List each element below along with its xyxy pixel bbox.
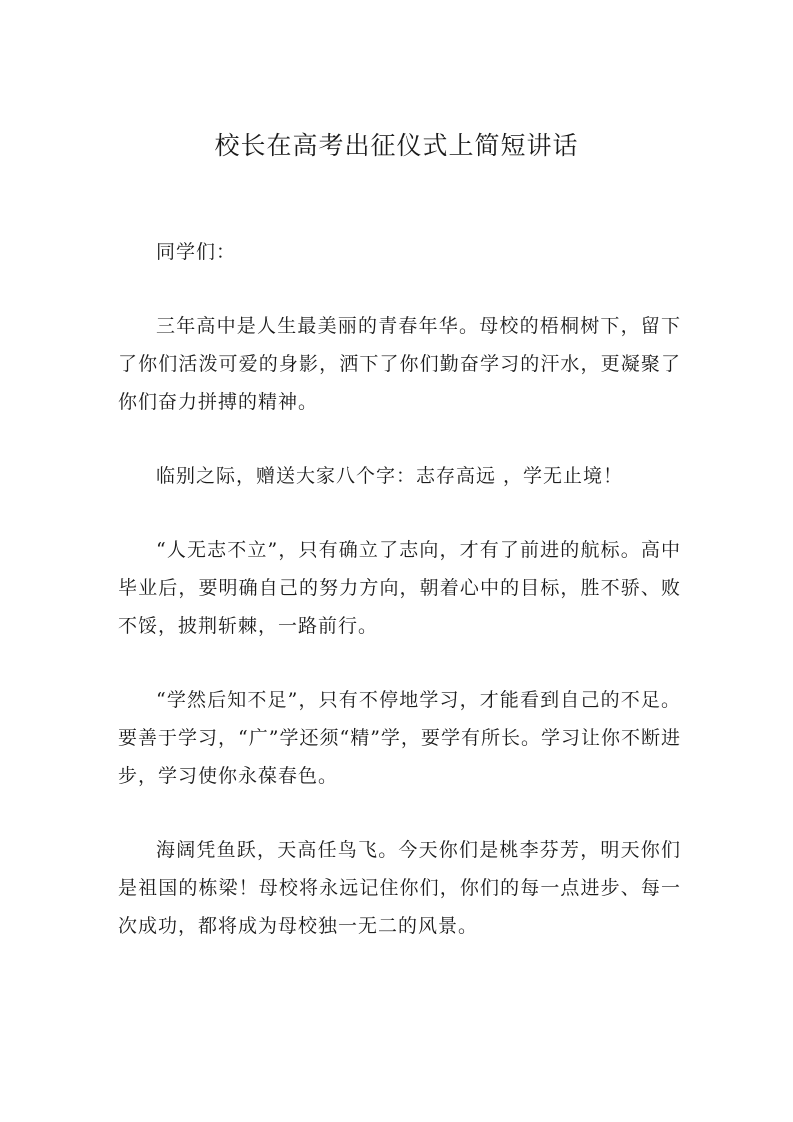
paragraph-farewell-gift: 临别之际，赠送大家八个字：志存高远 ，学无止境！ <box>156 465 624 487</box>
paragraph-salutation: 同学们： <box>156 241 237 263</box>
document-body <box>118 233 681 981</box>
paragraph-closing: 海阔凭鱼跃，天高任鸟飞。今天你们是桃李芬芳，明天你们是祖国的栋梁！母校将永远记住你们，你们的每一点进步、每一次成功，都将成为母校独一无二的风景。 <box>118 839 681 937</box>
paragraph-learning: “学然后知不足”，只有不停地学习，才能看到自己的不足。要善于学习，“广”学还须“精”学，要学有所长。学习让你不断进步，学习使你永葆春色。 <box>118 689 681 787</box>
document-title: 校长在高考出征仪式上简短讲话 <box>214 131 579 160</box>
paragraph-youth: 三年高中是人生最美丽的青春年华。母校的梧桐树下，留下了你们活泼可爱的身影，洒下了你们勤奋学习的汗水，更凝聚了你们奋力拼搏的精神。 <box>118 315 681 413</box>
paragraph-ambition: “人无志不立”，只有确立了志向，才有了前进的航标。高中毕业后，要明确自己的努力方向，朝着心中的目标，胜不骄、败不馁，披荆斩棘，一路前行。 <box>118 539 681 637</box>
